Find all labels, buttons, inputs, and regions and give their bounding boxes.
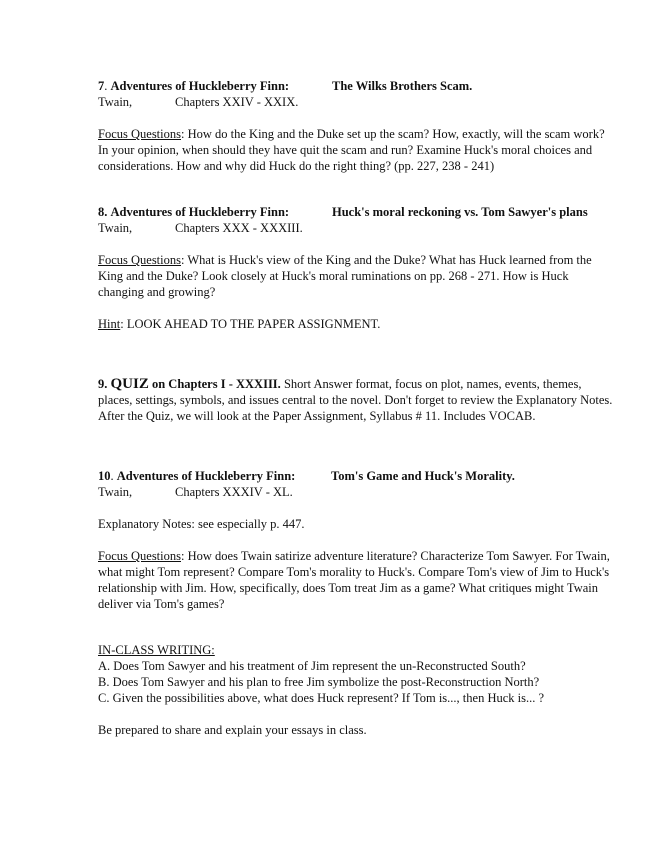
quiz-heading: on Chapters I - XXXIII. xyxy=(151,377,281,391)
explanatory-notes: Explanatory Notes: see especially p. 447. xyxy=(98,517,305,531)
quiz-text: Short Answer format, focus on plot, names, events, themes, places, settings, symbols, and issues central to the novel. Don't forget to review the Explanatory Notes. After the Quiz, we will look at the Paper Assignment, Syllabus # 11. Includes VOCAB. xyxy=(98,377,613,423)
hint-label: Hint xyxy=(98,317,121,331)
section-topic: Huck's moral reckoning vs. Tom Sawyer's plans xyxy=(332,205,588,219)
section-title: Adventures of Huckleberry Finn: xyxy=(110,205,290,219)
section-8-heading xyxy=(98,204,613,220)
section-8-reading xyxy=(98,220,613,236)
section-number: 7 xyxy=(98,79,105,93)
focus-label: Focus Questions xyxy=(98,253,181,267)
section-7 xyxy=(98,78,613,174)
writing-item-a: A. Does Tom Sawyer and his treatment of Jim represent the un-Reconstructed South? xyxy=(98,659,526,673)
chapters: Chapters XXX - XXXIII. xyxy=(175,221,303,235)
quiz-word: QUIZ xyxy=(110,376,149,392)
section-8 xyxy=(98,204,613,332)
chapters: Chapters XXIV - XXIX. xyxy=(175,95,299,109)
section-topic: The Wilks Brothers Scam. xyxy=(332,79,473,93)
chapters: Chapters XXXIV - XL. xyxy=(175,485,293,499)
section-number: 8. xyxy=(98,205,108,219)
focus-label: Focus Questions xyxy=(98,549,181,563)
section-topic: Tom's Game and Huck's Morality. xyxy=(331,469,515,483)
closing-note: Be prepared to share and explain your essays in class. xyxy=(98,723,367,737)
hint-text: : LOOK AHEAD TO THE PAPER ASSIGNMENT. xyxy=(120,317,381,331)
focus-label: Focus Questions xyxy=(98,127,181,141)
writing-item-c: C. Given the possibilities above, what does Huck represent? If Tom is..., then Huck is... ? xyxy=(98,691,545,705)
focus-text: : What is Huck's view of the King and the Duke? What has Huck learned from the King and the Duke? Look closely at Huck's moral ruminations on pp. 268 - 271. How is Huck changing and growing? xyxy=(98,253,592,299)
section-number: 10 xyxy=(98,469,111,483)
writing-item-b: B. Does Tom Sawyer and his plan to free Jim symbolize the post-Reconstruction North? xyxy=(98,675,540,689)
section-7-heading: 7. Adventures of Huckleberry Finn: The Wilks Brothers Scam. xyxy=(98,79,473,93)
section-title: Adventures of Huckleberry Finn: xyxy=(116,469,296,483)
section-10 xyxy=(98,468,613,738)
section-10-reading xyxy=(98,484,613,500)
focus-questions xyxy=(98,548,613,612)
focus-text: : How do the King and the Duke set up the scam? How, exactly, will the scam work? In your opinion, when should they have quit the scam and run? Examine Huck's moral choices and considerations. How and why did Huck do the right thing? (pp. 227, 238 - 241) xyxy=(98,127,605,173)
section-7-reading xyxy=(98,94,613,110)
section-title: Adventures of Huckleberry Finn: xyxy=(110,79,290,93)
author: Twain, xyxy=(98,485,133,499)
section-number: 9. xyxy=(98,377,108,391)
author: Twain, xyxy=(98,95,133,109)
focus-questions xyxy=(98,252,613,300)
author: Twain, xyxy=(98,221,133,235)
hint xyxy=(98,316,613,332)
section-10-heading: 10. Adventures of Huckleberry Finn: Tom's Game and Huck's Morality. xyxy=(98,469,515,483)
section-9 xyxy=(98,376,613,424)
in-class-writing-label: IN-CLASS WRITING: xyxy=(98,643,215,657)
syllabus-page xyxy=(98,78,613,738)
quiz-paragraph xyxy=(98,376,613,424)
focus-text: : How does Twain satirize adventure literature? Characterize Tom Sawyer. For Twain, what might Tom represent? Compare Tom's morality to Huck's. Compare Tom's view of Jim to Huck's relationship with Jim. How, specifically, does Tom treat Jim as a game? What critiques might Twain deliver via Tom's games? xyxy=(98,549,610,611)
focus-questions xyxy=(98,126,613,174)
